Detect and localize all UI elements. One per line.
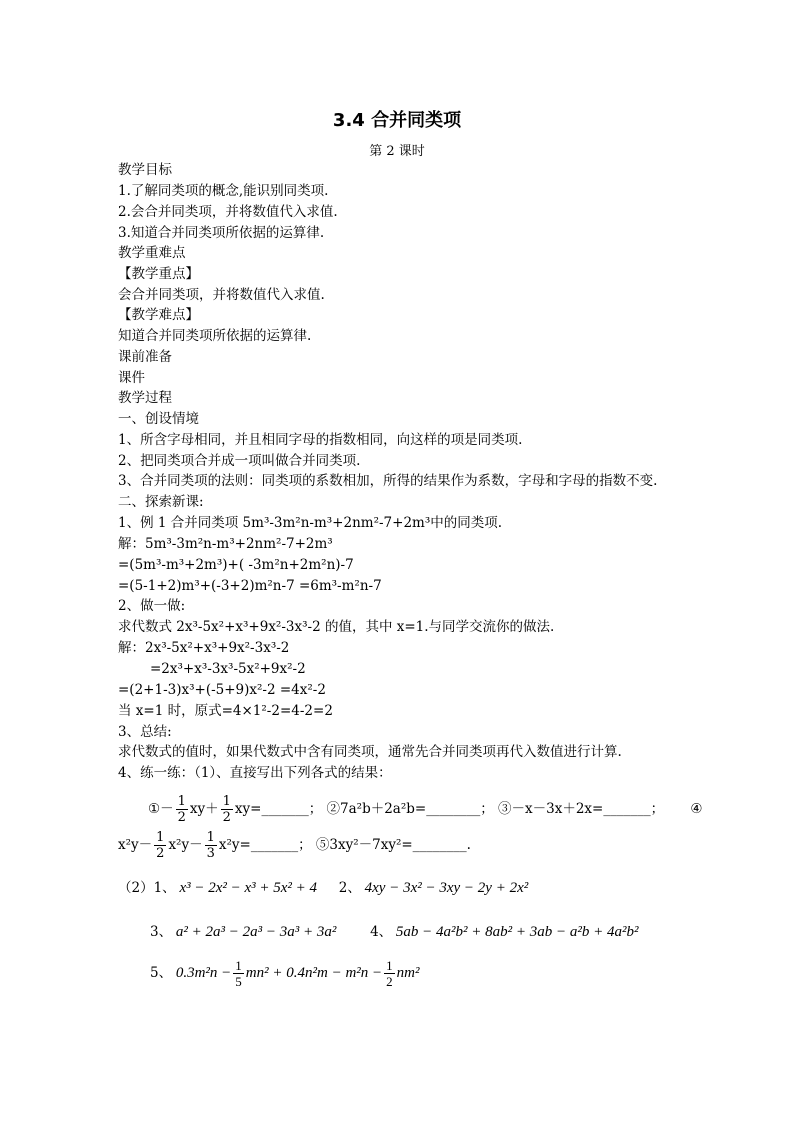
fraction-one-half: $\frac{1}{2}$ (156, 830, 165, 861)
polynomial-3: a² + 2a³ − 2a³ − 3a³ + 3a² (175, 924, 337, 940)
section-heading: 教学目标 (118, 162, 172, 178)
polynomial-1: x³ − 2x² − x³ + 5x² + 4 (179, 880, 318, 896)
page-title: 3.4 合并同类项 (332, 110, 462, 131)
text-line: 课件 (118, 370, 145, 386)
text-line: 3.知道合并同类项所依据的运算律. (118, 225, 325, 241)
exercise2-label: 4、 (370, 924, 393, 940)
exercise-2: ②7a²b＋2a²b=________； (326, 801, 494, 817)
fraction-one-third: $\frac{1}{3}$ (206, 830, 215, 861)
exercise2-label: （2）1、 (118, 880, 176, 896)
exercise-text: x²y－ (168, 837, 203, 853)
section-heading: 【教学重点】 (118, 266, 199, 282)
section-heading: 一、创设情境 (118, 411, 199, 427)
exercise-4-marker: ④ (690, 801, 703, 817)
text-line: 解：5m³-3m²n-m³+2nm²-7+2m³ (118, 536, 333, 552)
text-line: 求代数式 2x³-5x²+x³+9x²-3x³-2 的值，其中 x=1.与同学交流你的做法. (118, 619, 555, 635)
text-line: 2、把同类项合并成一项叫做合并同类项. (118, 453, 361, 469)
text-line: 1、所含字母相同，并且相同字母的指数相同，向这样的项是同类项. (118, 432, 523, 448)
text-line: 知道合并同类项所依据的运算律. (118, 328, 312, 344)
text-line: 当 x=1 时，原式=4×1²-2=4-2=2 (118, 703, 333, 719)
exercise-row-2 (118, 828, 471, 862)
exercise2-label: 5、 (150, 965, 173, 981)
text-line: =(2+1-3)x³+(-5+9)x²-2 =4x²-2 (118, 682, 326, 698)
section-heading: 教学重难点 (118, 245, 186, 261)
section-heading: 3、总结: (118, 724, 172, 740)
text-line: 解：2x³-5x²+x³+9x²-3x³-2 (118, 640, 290, 656)
fraction-one-half: $\frac{1}{2}$ (386, 958, 393, 990)
exercise-text: xy＋ (189, 801, 219, 817)
exercise2-row-1 (118, 876, 528, 897)
polynomial-5-part: mn² + 0.4n²m − m²n − (245, 965, 383, 981)
exercise2-row-2 (150, 920, 639, 941)
exercise-text: xy=_______； (234, 801, 323, 817)
text-line: 1.了解同类项的概念,能识别同类项. (118, 183, 329, 199)
exercise-1 (148, 794, 327, 825)
text-line: 2.会合并同类项，并将数值代入求值. (118, 204, 338, 220)
exercise2-label: 2、 (338, 880, 361, 896)
text-line: 2、做一做: (118, 598, 186, 614)
text-line: =2x³+x³-3x³-5x²+9x²-2 (150, 661, 306, 677)
text-line: =(5m³-m³+2m³)+( -3m²n+2m²n)-7 (118, 557, 354, 573)
polynomial-2: 4xy − 3x² − 3xy − 2y + 2x² (364, 880, 529, 896)
fraction-one-half: $\frac{1}{2}$ (222, 794, 231, 825)
section-heading: 课前准备 (118, 349, 172, 365)
text-line: 3、合并同类项的法则：同类项的系数相加，所得的结果作为系数，字母和字母的指数不变. (118, 473, 658, 489)
exercise-5: ⑤3xy²－7xy²=________. (315, 837, 471, 853)
polynomial-4: 5ab − 4a²b² + 8ab² + 3ab − a²b + 4a²b² (395, 924, 639, 940)
section-heading: 教学过程 (118, 390, 172, 406)
section-heading: 二、探索新课: (118, 494, 204, 510)
section-heading: 【教学难点】 (118, 307, 199, 323)
exercise2-label: 3、 (150, 924, 173, 940)
exercise-text: ①－ (148, 801, 174, 817)
text-line: 1、例 1 合并同类项 5m³-3m²n-m³+2nm²-7+2m³中的同类项. (118, 515, 503, 531)
page-subtitle: 第 2 课时 (369, 144, 425, 159)
fraction-one-fifth: $\frac{1}{5}$ (235, 958, 242, 990)
polynomial-5-part: 0.3m²n − (175, 965, 232, 981)
exercise-text: x²y－ (118, 837, 153, 853)
exercise-3: ③－x－3x＋2x=_______； (498, 801, 665, 817)
exercise-row-1 (148, 792, 703, 826)
text-line: 4、练一练：（1）、直接写出下列各式的结果： (118, 765, 392, 781)
text-line: 求代数式的值时，如果代数式中含有同类项，通常先合并同类项再代入数值进行计算. (118, 744, 622, 760)
text-line: 会合并同类项，并将数值代入求值. (118, 287, 325, 303)
text-line: =(5-1+2)m³+(-3+2)m²n-7 =6m³-m²n-7 (118, 578, 382, 594)
exercise2-row-3 (150, 956, 420, 990)
exercise-4 (118, 830, 316, 861)
fraction-one-half: $\frac{1}{2}$ (177, 794, 186, 825)
exercise-text: x²y=_______； (218, 837, 312, 853)
polynomial-5-part: nm² (396, 965, 420, 981)
